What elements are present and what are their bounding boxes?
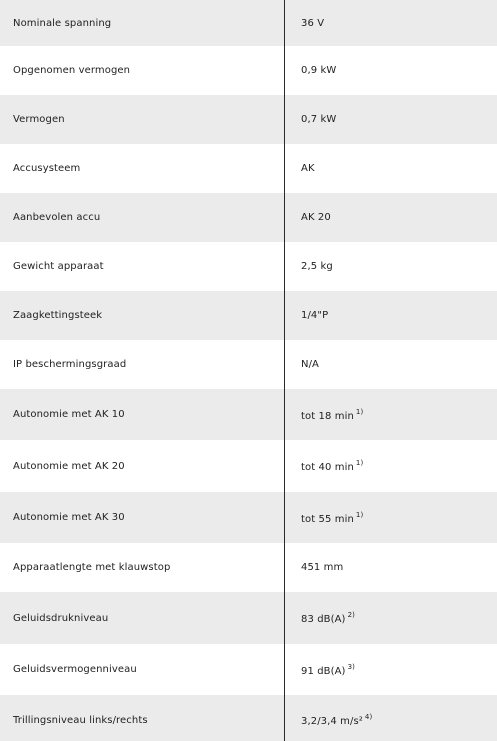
spec-value: 3,2/3,4 m/s²	[301, 716, 363, 727]
spec-value-cell	[284, 114, 336, 125]
spec-value: 83 dB(A)	[301, 614, 346, 625]
table-row	[0, 144, 497, 193]
spec-label: Zaagkettingsteek	[13, 310, 103, 321]
spec-label: Autonomie met AK 10	[13, 409, 125, 420]
spec-label: Geluidsvermogenniveau	[13, 664, 137, 675]
column-divider	[284, 0, 285, 741]
spec-value-cell	[284, 663, 355, 677]
table-row	[0, 242, 497, 291]
spec-label: Autonomie met AK 20	[13, 460, 125, 472]
spec-label: IP beschermingsgraad	[13, 359, 127, 370]
spec-value: 451 mm	[301, 562, 344, 573]
spec-value: 1/4"P	[301, 310, 329, 321]
table-row	[0, 46, 497, 95]
spec-value-cell	[284, 713, 372, 727]
spec-value-cell	[284, 408, 363, 422]
spec-label: Accusysteem	[13, 163, 81, 174]
spec-value-cell	[284, 18, 324, 29]
spec-value-cell	[284, 310, 328, 321]
spec-value: tot 40 min	[301, 462, 354, 473]
spec-label: Opgenomen vermogen	[13, 65, 131, 76]
spec-value-cell	[284, 163, 315, 174]
table-row	[0, 592, 497, 644]
spec-value-cell	[284, 459, 363, 473]
spec-value-cell	[284, 511, 363, 525]
table-row	[0, 492, 497, 543]
spec-value-cell	[284, 359, 319, 370]
spec-value-cell	[284, 212, 331, 223]
spec-label: Vermogen	[13, 114, 65, 125]
spec-value: 36 V	[301, 17, 325, 29]
table-row	[0, 340, 497, 389]
spec-value: tot 18 min	[301, 410, 354, 422]
footnote-ref: 4)	[364, 713, 373, 721]
spec-value-cell	[284, 65, 336, 76]
table-row	[0, 440, 497, 492]
spec-value: 0,9 kW	[301, 65, 337, 76]
footnote-ref: 1)	[355, 407, 364, 416]
table-row	[0, 644, 497, 695]
footnote-ref: 3)	[347, 662, 355, 671]
spec-value: 2,5 kg	[301, 261, 333, 272]
table-row	[0, 95, 497, 144]
spec-label: Nominale spanning	[13, 17, 112, 29]
footnote-ref: 2)	[347, 611, 355, 619]
spec-label: Aanbevolen accu	[13, 212, 101, 223]
table-row	[0, 193, 497, 242]
spec-label: Autonomie met AK 30	[13, 512, 125, 523]
spec-value-cell	[284, 261, 333, 272]
footnote-ref: 1)	[355, 459, 364, 467]
spec-value-cell	[284, 611, 355, 625]
spec-label: Geluidsdrukniveau	[13, 612, 109, 624]
spec-value-cell	[284, 562, 343, 573]
spec-value: 0,7 kW	[301, 114, 337, 125]
table-row	[0, 291, 497, 340]
spec-value: N/A	[301, 359, 319, 370]
spec-label: Apparaatlengte met klauwstop	[13, 562, 171, 573]
table-row	[0, 389, 497, 440]
spec-label: Gewicht apparaat	[13, 261, 104, 272]
table-row	[0, 543, 497, 592]
spec-value: tot 55 min	[301, 513, 354, 525]
spec-value: AK	[301, 163, 315, 174]
spec-label: Trillingsniveau links/rechts	[13, 714, 148, 726]
footnote-ref: 1)	[355, 510, 364, 519]
table-row	[0, 0, 497, 46]
spec-value: 91 dB(A)	[301, 665, 346, 677]
table-row	[0, 695, 497, 741]
spec-value: AK 20	[301, 212, 331, 223]
